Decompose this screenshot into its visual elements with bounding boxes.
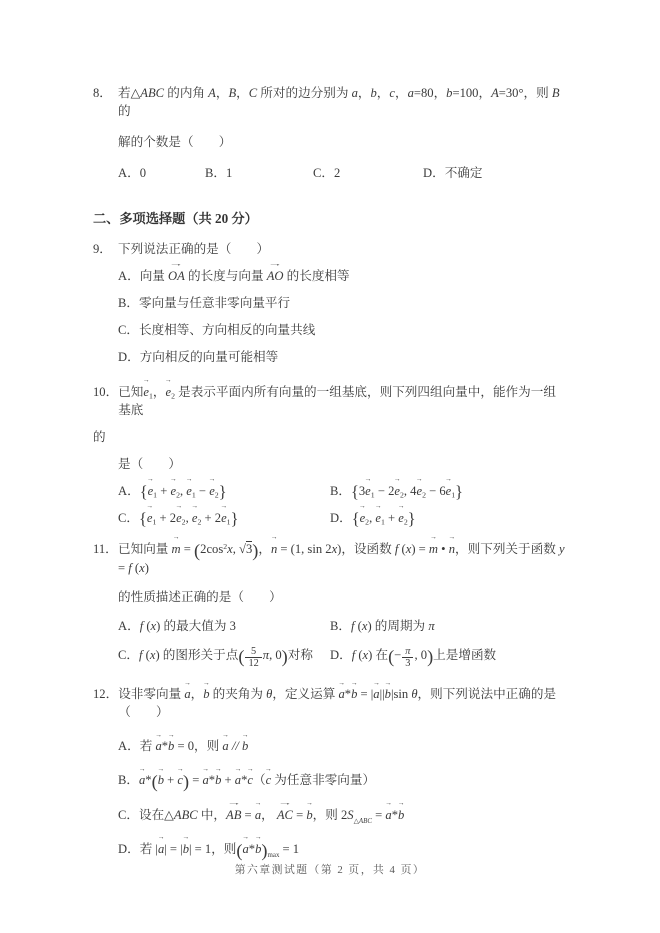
question-10-stem-text: 已知$e \to_1$，$e \to_2$ 是表示平面内所有向量的一组基底，则下列四组向量中，能作为一组基底 [118, 383, 567, 419]
question-11-stem-text: 已知向量 m → = ($2\cos^2x$, √3)，n → = (1, sin 2x)，设函数 f (x) = m → • n →，则下列关于函数 y = f (x) [118, 540, 567, 577]
question-8-number: 8． [93, 86, 112, 100]
question-9-stem-text: 下列说法正确的是（ ） [118, 242, 270, 256]
question-11 [93, 540, 567, 669]
section-header-multiple-choice: 二、多项选择题（共 20 分） [93, 211, 258, 226]
question-12-number: 12． [93, 687, 119, 702]
question-9-stem-line-1 [93, 240, 567, 258]
question-11-options-row-2 [118, 646, 567, 669]
question-12-option-a: A．若 a →*b → = 0，则 a → // b → [118, 737, 567, 755]
question-10-option-b: B．{$3e \to_1 - 2e \to_2$, $4e \to_2 - 6e \to_1$} [330, 482, 463, 500]
question-11-option-b: B．f (x) 的周期为 π [330, 618, 435, 633]
question-11-option-c: C．f (x) 的图形关于点( $\frac{5}{12}$ π, 0)对称 [118, 645, 313, 669]
question-9-number: 9． [93, 242, 112, 256]
page-content [93, 84, 567, 875]
question-12 [93, 685, 567, 861]
question-10-stem-line-1 [93, 383, 567, 419]
question-12-option-b: B．a →*(b → + c →) = a →*b → + a →*c →（c → 为任意非零向量） [118, 771, 567, 790]
question-9-option-c: C．长度相等、方向相反的向量共线 [118, 323, 316, 337]
question-9-option-d: D．方向相反的向量可能相等 [118, 350, 279, 364]
question-9-option-a: A．向量 OA → 的长度与向量 AO → 的长度相等 [118, 267, 567, 285]
page-footer: 第六章测试题（第 2 页，共 4 页） [234, 864, 426, 876]
question-10-number: 10． [93, 385, 119, 399]
question-8-option-d: D．不确定 [423, 166, 483, 180]
question-12-option-c: C．设在△ABC 中，AB → = a →， AC → = b →，则 $2S_{\triangle ABC} = a \to*b$ → [118, 806, 567, 824]
question-9-option-b: B．零向量与任意非零向量平行 [118, 296, 291, 310]
question-10-options-row-1 [118, 482, 567, 500]
question-12-stem-text: 设非零向量 a →，b → 的夹角为 θ，定义运算 a →*b → = |a →||b →|sin θ，则下列说法中正确的是（ ） [118, 685, 567, 721]
question-8-stem-line-1 [93, 84, 567, 120]
question-10-stem-line-3: 是（ ） [118, 457, 181, 471]
question-8-option-a: A．0 [118, 166, 146, 180]
question-9 [93, 240, 567, 366]
question-8-option-c: C．2 [313, 166, 341, 180]
question-11-stem-line-2: 的性质描述正确的是（ ） [118, 589, 282, 604]
question-8-stem-line-2: 解的个数是（ ） [118, 135, 232, 149]
question-10-option-a: A．{$e \to_1 + e \to_2$, $e \to_1 - e \to_2$} [118, 482, 330, 500]
question-10-options-row-2 [118, 509, 567, 527]
question-12-option-d: D．若 |a →| = |b →| = 1，则$(a \to*b \to)_{max} = 1$ [118, 840, 567, 859]
question-8-option-b: B．1 [205, 166, 233, 180]
question-11-options-row-1 [118, 617, 567, 635]
question-8 [93, 84, 567, 182]
question-8-stem-text: 若△ABC 的内角 A，B，C 所对的边分别为 a，b，c，a=80，b=100，A=30°，则 B 的 [118, 86, 560, 118]
question-10-option-d: D．{$e \to_2$, $e \to_1 + e \to_2$} [330, 509, 416, 527]
question-10-option-c: C．{$e \to_1 + 2e \to_2$, $e \to_2 + 2e \to_1$} [118, 509, 330, 527]
question-12-stem-line-1 [93, 685, 567, 721]
question-10 [93, 383, 567, 527]
question-11-option-d: D．f (x) 在(− $\frac{\pi}{3}$ , 0)上是增函数 [330, 645, 497, 669]
question-11-option-a: A．f (x) 的最大值为 3 [118, 618, 236, 633]
question-8-options [118, 164, 567, 182]
question-11-number: 11． [93, 542, 118, 556]
question-10-stem-line-2: 的 [93, 430, 106, 444]
question-11-stem-line-1 [93, 540, 567, 577]
